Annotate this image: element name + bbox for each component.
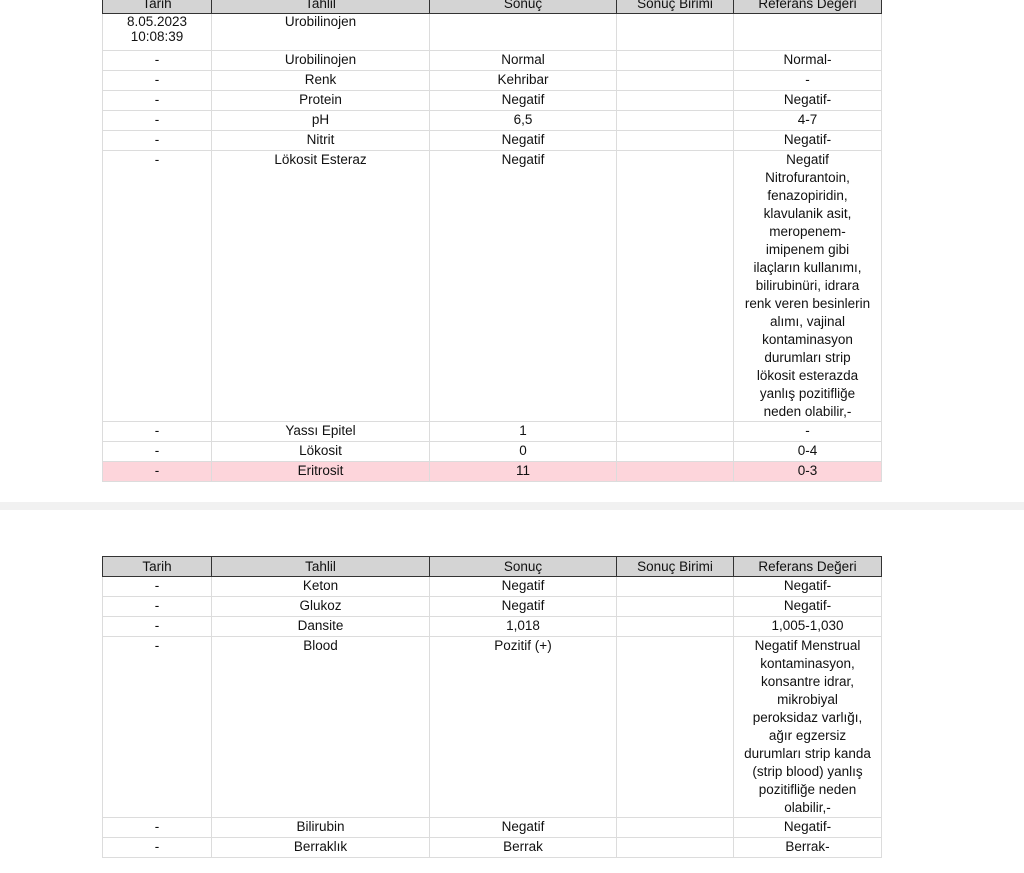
cell-tarih: - <box>103 422 212 442</box>
header-tahlil: Tahlil <box>212 0 430 14</box>
cell-tahlil: Lökosit Esteraz <box>212 151 430 422</box>
cell-birim <box>617 14 734 51</box>
cell-birim <box>617 577 734 597</box>
cell-tahlil: Urobilinojen <box>212 51 430 71</box>
cell-referans <box>734 14 882 51</box>
cell-tahlil: Glukoz <box>212 597 430 617</box>
cell-sonuc: Normal <box>430 51 617 71</box>
cell-referans: 1,005-1,030 <box>734 617 882 637</box>
cell-tahlil: Eritrosit <box>212 462 430 482</box>
table-row <box>103 617 882 637</box>
header-sonuc-birimi: Sonuç Birimi <box>617 557 734 577</box>
cell-referans: - <box>734 71 882 91</box>
table-row <box>103 71 882 91</box>
cell-sonuc: 11 <box>430 462 617 482</box>
table-row <box>103 442 882 462</box>
cell-sonuc: Kehribar <box>430 71 617 91</box>
cell-birim <box>617 597 734 617</box>
table-row <box>103 151 882 422</box>
cell-tahlil: Blood <box>212 637 430 818</box>
cell-sonuc: Negatif <box>430 151 617 422</box>
cell-birim <box>617 462 734 482</box>
cell-referans: Negatif- <box>734 597 882 617</box>
cell-referans: Negatif- <box>734 818 882 838</box>
cell-tarih: 8.05.2023 10:08:39 <box>103 14 212 51</box>
cell-tahlil: Bilirubin <box>212 818 430 838</box>
cell-tahlil: Lökosit <box>212 442 430 462</box>
cell-birim <box>617 617 734 637</box>
cell-sonuc: 0 <box>430 442 617 462</box>
table-row <box>103 91 882 111</box>
cell-referans: 4-7 <box>734 111 882 131</box>
header-tarih: Tarih <box>103 0 212 14</box>
cell-sonuc: Negatif <box>430 577 617 597</box>
cell-tarih: - <box>103 111 212 131</box>
cell-tarih: - <box>103 462 212 482</box>
cell-birim <box>617 442 734 462</box>
page-separator <box>0 502 1024 510</box>
cell-birim <box>617 51 734 71</box>
cell-referans: Negatif- <box>734 577 882 597</box>
cell-tahlil: Berraklık <box>212 838 430 858</box>
cell-tahlil: Urobilinojen <box>212 14 430 51</box>
cell-tarih: - <box>103 131 212 151</box>
cell-tarih: - <box>103 577 212 597</box>
cell-tahlil: Nitrit <box>212 131 430 151</box>
header-sonuc: Sonuç <box>430 557 617 577</box>
cell-birim <box>617 422 734 442</box>
header-referans: Referans Değeri <box>734 557 882 577</box>
table-row <box>103 637 882 818</box>
cell-sonuc: 6,5 <box>430 111 617 131</box>
table-row <box>103 14 882 51</box>
table-row <box>103 422 882 442</box>
table-row <box>103 818 882 838</box>
cell-sonuc: Pozitif (+) <box>430 637 617 818</box>
header-sonuc: Sonuç <box>430 0 617 14</box>
cell-birim <box>617 131 734 151</box>
cell-referans: Berrak- <box>734 838 882 858</box>
cell-tahlil: pH <box>212 111 430 131</box>
cell-tahlil: Renk <box>212 71 430 91</box>
cell-birim <box>617 151 734 422</box>
cell-birim <box>617 91 734 111</box>
cell-sonuc: Negatif <box>430 597 617 617</box>
table-row <box>103 597 882 617</box>
header-sonuc-birimi: Sonuç Birimi <box>617 0 734 14</box>
cell-referans: Negatif Nitrofurantoin, fenazopiridin, klavulanik asit, meropenem- imipenem gibi ilaçların kullanımı, bilirubinüri, idrara renk veren besinlerin alımı, vajinal kontaminasyon durumları strip lökosit esterazda yanlış pozitifliğe neden olabilir,- <box>734 151 882 422</box>
cell-tahlil: Dansite <box>212 617 430 637</box>
cell-referans: 0-4 <box>734 442 882 462</box>
cell-birim <box>617 838 734 858</box>
cell-tarih: - <box>103 838 212 858</box>
cell-tahlil: Yassı Epitel <box>212 422 430 442</box>
lab-results-table-1 <box>102 0 882 482</box>
cell-sonuc: Negatif <box>430 91 617 111</box>
table-header <box>103 0 882 14</box>
table-row <box>103 131 882 151</box>
cell-sonuc <box>430 14 617 51</box>
header-tarih: Tarih <box>103 557 212 577</box>
cell-tarih: - <box>103 597 212 617</box>
cell-referans: Negatif- <box>734 91 882 111</box>
cell-tarih: - <box>103 91 212 111</box>
table-row <box>103 111 882 131</box>
table-row <box>103 51 882 71</box>
cell-tarih: - <box>103 637 212 818</box>
cell-tarih: - <box>103 442 212 462</box>
cell-tarih: - <box>103 151 212 422</box>
cell-sonuc: Negatif <box>430 818 617 838</box>
cell-referans: Negatif Menstrual kontaminasyon, konsantre idrar, mikrobiyal peroksidaz varlığı, ağır egzersiz durumları strip kanda (strip blood) yanlış pozitifliğe neden olabilir,- <box>734 637 882 818</box>
cell-referans: Normal- <box>734 51 882 71</box>
cell-sonuc: Berrak <box>430 838 617 858</box>
cell-tahlil: Keton <box>212 577 430 597</box>
cell-tarih: - <box>103 71 212 91</box>
header-referans: Referans Değeri <box>734 0 882 14</box>
cell-tarih: - <box>103 51 212 71</box>
table-row <box>103 838 882 858</box>
cell-birim <box>617 637 734 818</box>
cell-referans: - <box>734 422 882 442</box>
cell-referans: 0-3 <box>734 462 882 482</box>
cell-birim <box>617 111 734 131</box>
cell-tahlil: Protein <box>212 91 430 111</box>
table-row <box>103 577 882 597</box>
header-tahlil: Tahlil <box>212 557 430 577</box>
table-header <box>103 557 882 577</box>
cell-sonuc: 1,018 <box>430 617 617 637</box>
cell-tarih: - <box>103 818 212 838</box>
cell-birim <box>617 818 734 838</box>
cell-sonuc: Negatif <box>430 131 617 151</box>
lab-results-table-2 <box>102 556 882 858</box>
cell-referans: Negatif- <box>734 131 882 151</box>
table-row <box>103 462 882 482</box>
cell-birim <box>617 71 734 91</box>
cell-tarih: - <box>103 617 212 637</box>
cell-sonuc: 1 <box>430 422 617 442</box>
